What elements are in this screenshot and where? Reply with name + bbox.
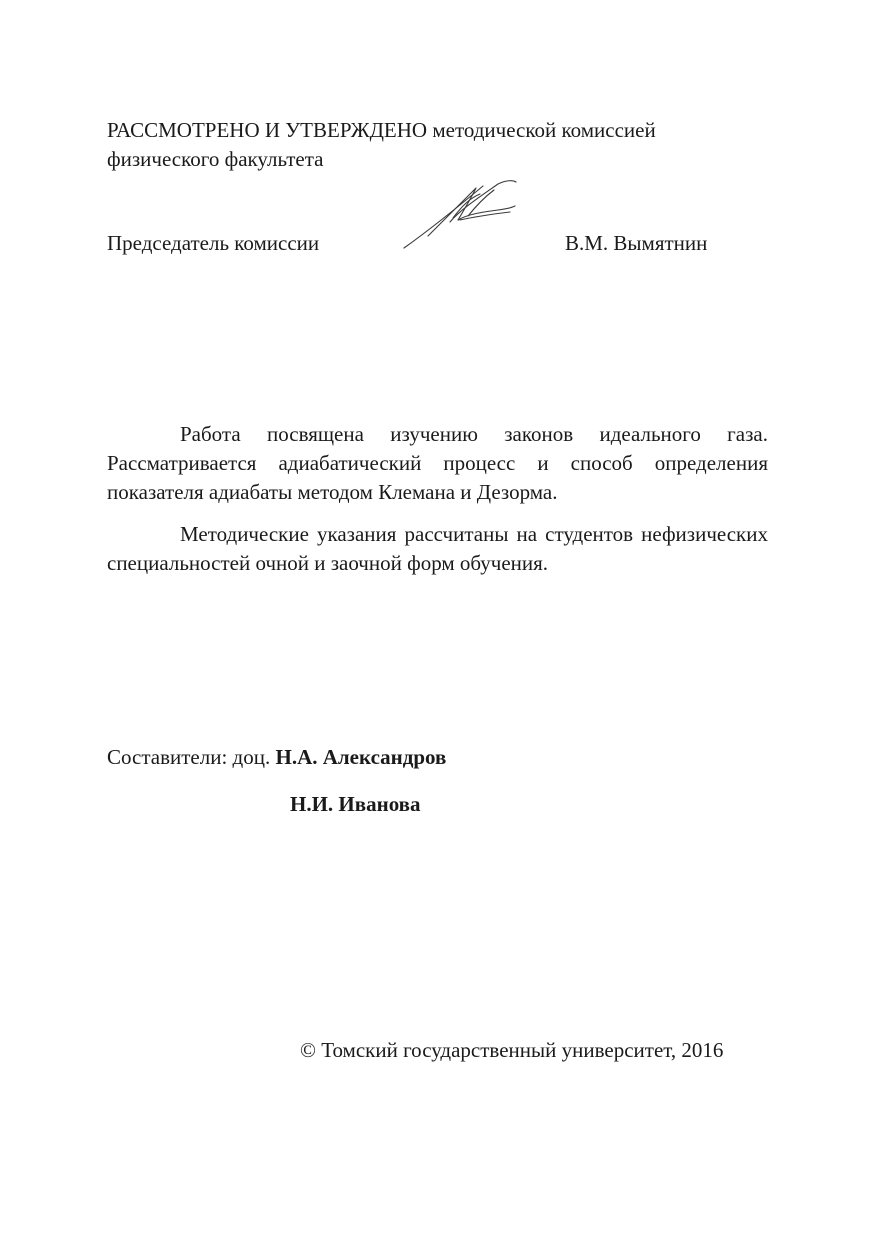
signature-image (398, 176, 523, 256)
copyright-notice: © Томский государственный университет, 2016 (300, 1038, 724, 1062)
author-name-2: Н.И. Иванова (290, 792, 421, 816)
authors-label: Составители: доц. (107, 745, 276, 769)
approval-heading: РАССМОТРЕНО И УТВЕРЖДЕНО (107, 118, 428, 142)
approval-committee: методической комиссией (427, 118, 656, 142)
abstract-paragraph-1: Работа посвящена изучению законов идеального газа. Рассматривается адиабатический процесс и способ определения показателя адиабаты методом Клемана и Дезорма. (107, 422, 768, 504)
authors-line (107, 745, 446, 770)
approval-statement-line1 (107, 118, 656, 143)
approval-faculty: физического факультета (107, 147, 324, 171)
abstract-paragraph-2: Методические указания рассчитаны на студентов нефизических специальностей очной и заочной форм обучения. (107, 522, 768, 575)
chair-name: В.М. Вымятнин (565, 231, 708, 255)
chair-role: Председатель комиссии (107, 231, 320, 255)
author-name-1: Н.А. Александров (275, 745, 447, 769)
